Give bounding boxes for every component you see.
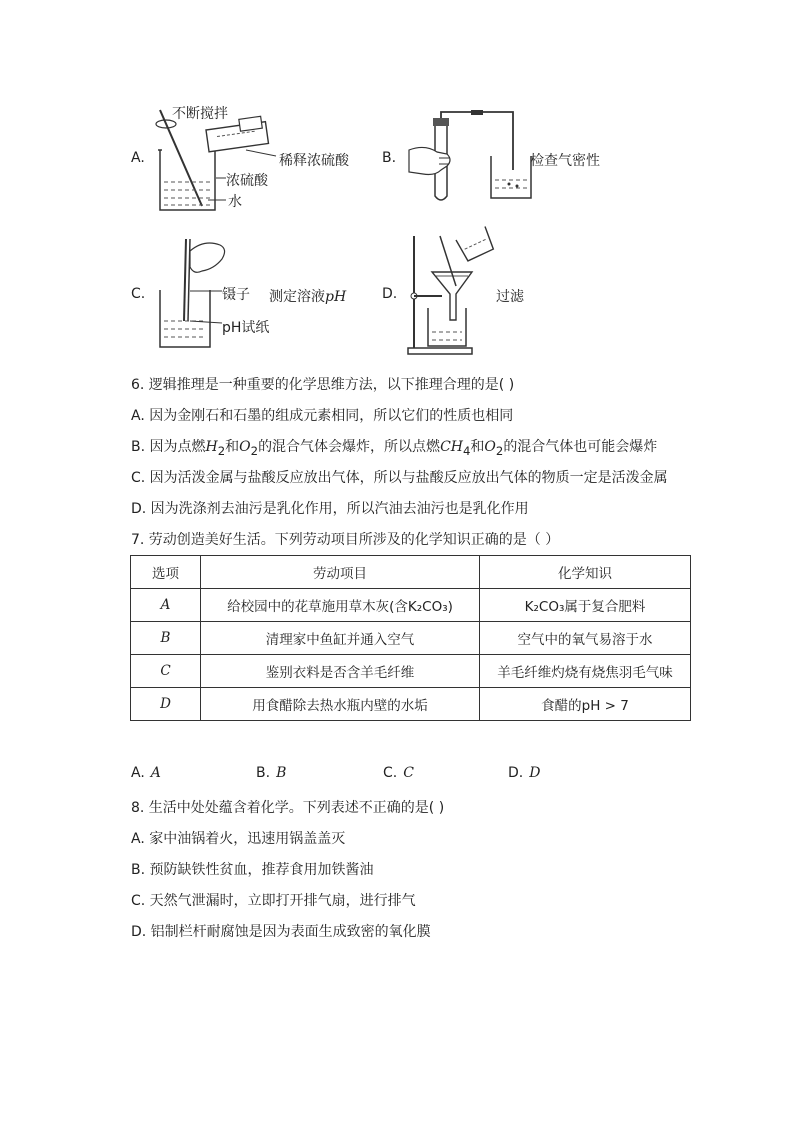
q7-choice-a[interactable]: A. A (131, 765, 161, 781)
row-item: 给校园中的花草施用草木灰(含K₂CO₃) (201, 589, 480, 622)
table-row (131, 589, 691, 622)
q7-stem: 7. 劳动创造美好生活。下列劳动项目所涉及的化学知识正确的是（ ） (131, 532, 560, 548)
filtration-label: 过滤 (496, 289, 524, 305)
row-option: A (131, 589, 201, 622)
q8-option-d: D. 铝制栏杆耐腐蚀是因为表面生成致密的氧化膜 (131, 924, 431, 940)
row-item: 用食醋除去热水瓶内壁的水垢 (201, 688, 480, 721)
table-row (131, 688, 691, 721)
stir-label: 不断搅拌 (172, 106, 228, 122)
dilute-acid-label: 稀释浓硫酸 (279, 153, 349, 169)
q7-choice-b[interactable]: B. B (256, 765, 287, 781)
row-item: 鉴别衣料是否含羊毛纤维 (201, 655, 480, 688)
row-knowledge: 食醋的pH > 7 (480, 688, 691, 721)
q6-stem: 6. 逻辑推理是一种重要的化学思维方法，以下推理合理的是( ) (131, 377, 515, 393)
row-knowledge: 空气中的氧气易溶于水 (480, 622, 691, 655)
header-knowledge: 化学知识 (480, 556, 691, 589)
header-labor-item: 劳动项目 (201, 556, 480, 589)
row-option: B (131, 622, 201, 655)
ph-paper-label: pH试纸 (222, 320, 270, 336)
q8-stem: 8. 生活中处处蕴含着化学。下列表述不正确的是( ) (131, 800, 445, 816)
option-c-letter: C. (131, 286, 146, 302)
q8-option-b: B. 预防缺铁性贫血，推荐食用加铁酱油 (131, 862, 374, 878)
option-b-letter: B. (382, 150, 397, 166)
q6-option-a: A. 因为金刚石和石墨的组成元素相同，所以它们的性质也相同 (131, 408, 514, 424)
row-item: 清理家中鱼缸并通入空气 (201, 622, 480, 655)
airtightness-check-figure (405, 110, 535, 210)
q8-option-c: C. 天然气泄漏时，立即打开排气扇，进行排气 (131, 893, 416, 909)
measure-ph-label: 测定溶液pH (269, 289, 347, 305)
option-d-letter: D. (382, 286, 398, 302)
concentrated-acid-label: 浓硫酸 (226, 173, 268, 189)
table-header-row (131, 556, 691, 589)
filtration-figure (400, 230, 500, 360)
airtightness-label: 检查气密性 (530, 153, 600, 169)
q7-choice-c[interactable]: C. C (383, 765, 414, 781)
q6-option-b: B. 因为点燃$H_2$和$O_2$的混合气体会爆炸，所以点燃$CH_4$和$O_2$的混合气体也可能会爆炸 (131, 439, 658, 458)
q7-table (130, 555, 691, 721)
q6-option-c: C. 因为活泼金属与盐酸反应放出气体，所以与盐酸反应放出气体的物质一定是活泼金属 (131, 470, 668, 486)
header-option: 选项 (131, 556, 201, 589)
row-knowledge: K₂CO₃属于复合肥料 (480, 589, 691, 622)
tweezers-label: 镊子 (222, 287, 250, 303)
q6-option-d: D. 因为洗涤剂去油污是乳化作用，所以汽油去油污也是乳化作用 (131, 501, 529, 517)
table-row (131, 622, 691, 655)
row-knowledge: 羊毛纤维灼烧有烧焦羽毛气味 (480, 655, 691, 688)
option-a-letter: A. (131, 150, 145, 166)
row-option: C (131, 655, 201, 688)
row-option: D (131, 688, 201, 721)
q7-choice-d[interactable]: D. D (508, 765, 541, 781)
q8-option-a: A. 家中油锅着火，迅速用锅盖盖灭 (131, 831, 346, 847)
table-row (131, 655, 691, 688)
water-label: 水 (228, 194, 242, 210)
